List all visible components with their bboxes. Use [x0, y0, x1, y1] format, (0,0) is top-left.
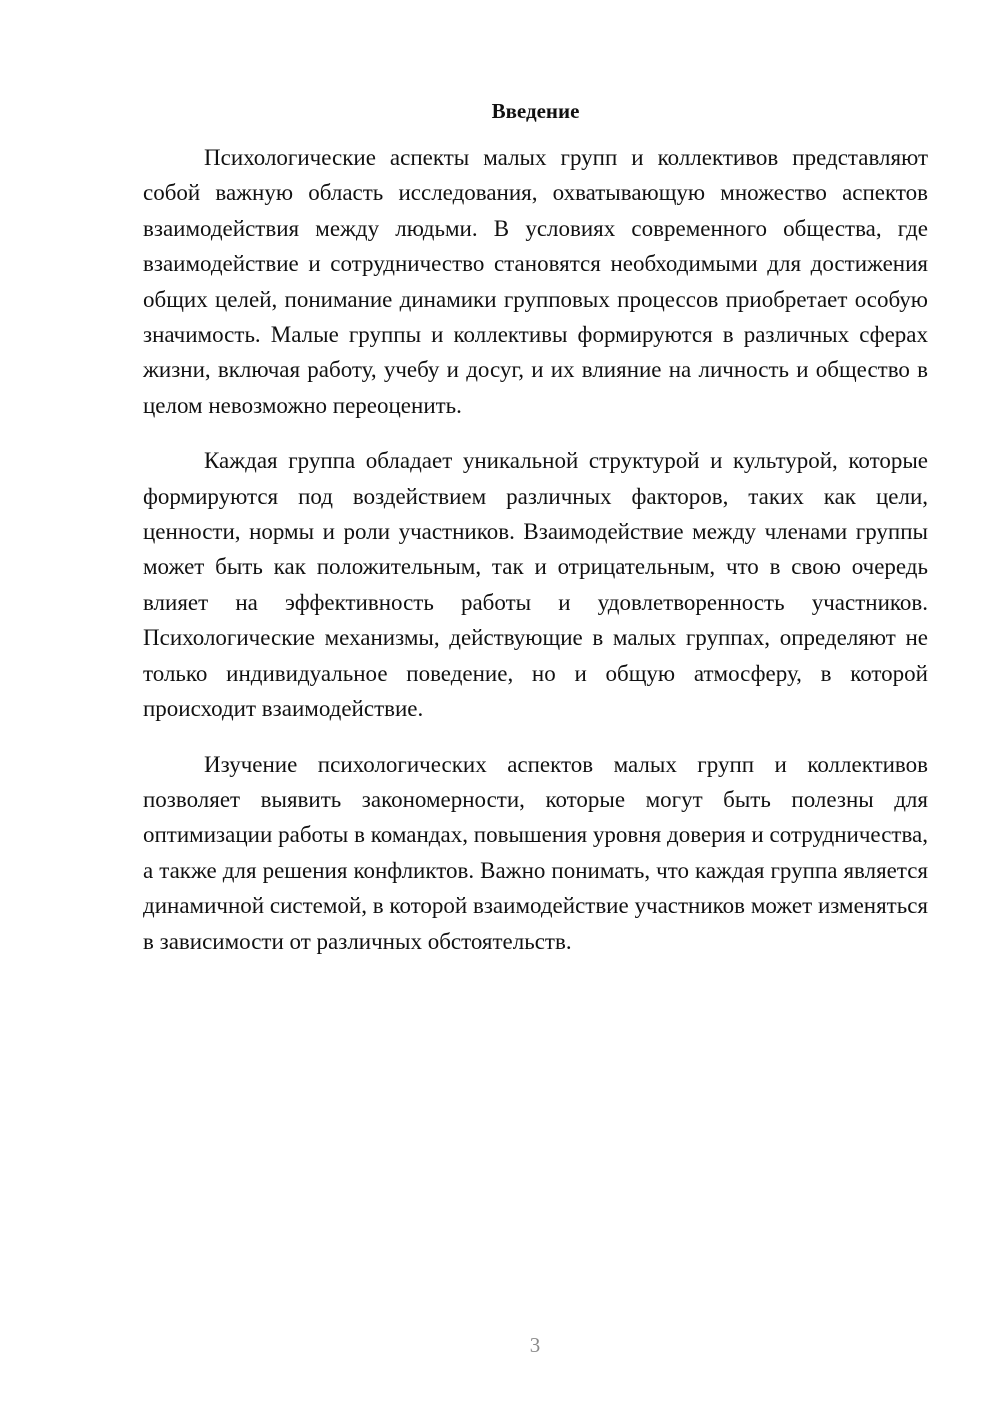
paragraph-1: Психологические аспекты малых групп и коллективов представляют собой важную область исследования, охватывающую множество аспектов взаимодействия между людьми. В условиях современного общества, где взаимодействие и сотрудничество становятся необходимыми для достижения общих целей, понимание динамики групповых процессов приобретает особую значимость. Малые группы и коллективы формируются в различных сферах жизни, включая работу, учебу и досуг, и их влияние на личность и общество в целом невозможно переоценить. [143, 145, 928, 418]
paragraph-3: Изучение психологических аспектов малых групп и коллективов позволяет выявить закономерности, которые могут быть полезны для оптимизации работы в командах, повышения уровня доверия и сотрудничества, а также для решения конфликтов. Важно понимать, что каждая группа является динамичной системой, в которой взаимодействие участников может изменяться в зависимости от различных обстоятельств. [143, 751, 928, 954]
page-number: 3 [529, 1333, 541, 1357]
section-title: Введение [491, 99, 580, 123]
paragraph-2: Каждая группа обладает уникальной структурой и культурой, которые формируются под воздействием различных факторов, таких как цели, ценности, нормы и роли участников. Взаимодействие между членами группы может быть как положительным, так и отрицательным, что в свою очередь влияет на эффективность работы и удовлетворенность участников. Психологические механизмы, действующие в малых группах, определяют не только индивидуальное поведение, но и общую атмосферу, в которой происходит взаимодействие. [143, 448, 928, 722]
page-content [143, 96, 928, 979]
